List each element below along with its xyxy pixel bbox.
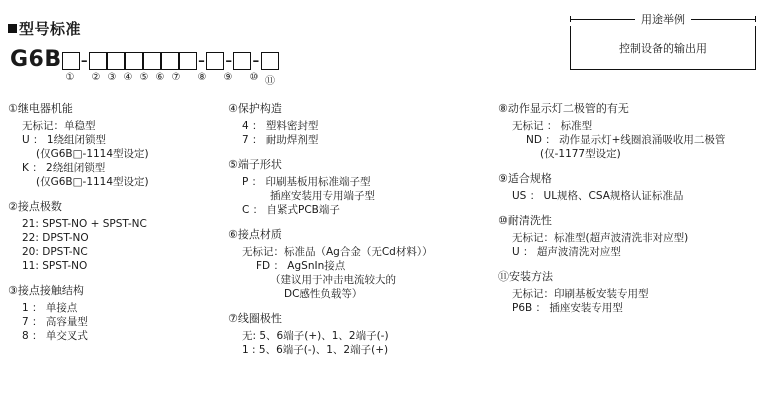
model-code-group-4 xyxy=(233,48,251,70)
spec-line: 1 : 5、6端子(-)、1、2端子(+) xyxy=(242,344,389,356)
spec-section-title: ⑪安装方法 xyxy=(498,270,553,283)
model-code-index: ⑦ xyxy=(171,72,181,83)
model-code-box xyxy=(161,52,179,70)
model-code-box xyxy=(125,52,143,70)
page-title xyxy=(8,18,81,39)
spec-line: 插座安装用专用端子型 xyxy=(270,190,375,202)
spec-section xyxy=(498,268,778,315)
spec-line: 21: SPST-NO + SPST-NC xyxy=(22,218,147,230)
model-code-index: ⑩ xyxy=(249,72,259,83)
model-code-group-2 xyxy=(89,48,197,70)
model-code-box xyxy=(62,52,80,70)
use-example-title: 用途举例 xyxy=(641,13,685,26)
model-code-index: ② xyxy=(91,72,101,83)
spec-column-1 xyxy=(8,100,218,352)
spec-line: 无标记：单稳型 xyxy=(22,120,96,132)
model-code-group-5 xyxy=(261,48,279,70)
spec-section-title: ⑥接点材质 xyxy=(228,228,282,241)
spec-line: （建议用于冲击电流较大的 xyxy=(270,274,396,286)
model-code-dash: - xyxy=(197,48,206,72)
spec-line: K ： 2绕组闭锁型 xyxy=(22,162,106,174)
spec-section xyxy=(228,310,488,357)
title-bullet-icon xyxy=(8,24,17,33)
spec-section xyxy=(498,100,778,161)
spec-line: US ： UL规格、CSA规格认证标准品 xyxy=(512,190,684,202)
use-example-body: 控制设备的输出用 xyxy=(570,26,756,70)
use-example-rule-left xyxy=(571,19,635,20)
spec-section xyxy=(228,156,488,217)
spec-line: 22: DPST-NO xyxy=(22,232,89,244)
spec-section-title: ②接点极数 xyxy=(8,200,62,213)
model-code-box xyxy=(107,52,125,70)
spec-line: 无标记：标准品（Ag合金（无Cd材料）） xyxy=(242,246,433,258)
model-code-box xyxy=(206,52,224,70)
model-code-prefix: G6B xyxy=(10,47,62,72)
spec-line: ND ： 动作显示灯+线圈浪涌吸收用二极管 xyxy=(526,134,726,146)
model-code-index: ⑨ xyxy=(223,72,233,83)
spec-section-title: ⑤端子形状 xyxy=(228,158,282,171)
spec-column-2 xyxy=(228,100,488,366)
spec-section-title: ①继电器机能 xyxy=(8,102,73,115)
spec-line: FD ： AgSnIn接点 xyxy=(256,260,346,272)
model-code-box xyxy=(261,52,279,70)
spec-line: P ： 印刷基板用标准端子型 xyxy=(242,176,371,188)
spec-line: (仅G6B□-1114型设定) xyxy=(36,148,149,160)
title-text: 型号标准 xyxy=(19,20,82,38)
spec-line: 20: DPST-NC xyxy=(22,246,88,258)
use-example-rule-right xyxy=(691,19,755,20)
spec-line: U ： 1绕组闭锁型 xyxy=(22,134,107,146)
spec-line: 7 ： 耐助焊剂型 xyxy=(242,134,319,146)
spec-line: 1 ： 单接点 xyxy=(22,302,78,314)
model-code-dash: - xyxy=(225,48,233,72)
spec-section-title: ⑩耐清洗性 xyxy=(498,214,552,227)
use-example-corner-right-icon xyxy=(755,16,756,22)
model-code-index: ⑪ xyxy=(265,76,275,87)
spec-line: 11: SPST-NO xyxy=(22,260,88,272)
spec-section xyxy=(8,198,218,273)
spec-section xyxy=(498,170,778,203)
model-code-dash: - xyxy=(252,48,260,72)
model-code-index-row xyxy=(10,72,278,87)
use-example-header xyxy=(570,12,756,26)
spec-line: U ： 超声波清洗对应型 xyxy=(512,246,621,258)
model-code-index: ④ xyxy=(123,72,133,83)
model-code-box xyxy=(89,52,107,70)
model-code-index: ⑧ xyxy=(197,72,207,83)
spec-section xyxy=(228,226,488,301)
model-code-index: ⑤ xyxy=(139,72,149,83)
model-code-group-1 xyxy=(62,48,80,70)
model-code-index: ① xyxy=(65,72,75,83)
spec-column-3 xyxy=(498,100,778,324)
spec-line: 无标记 ： 标准型 xyxy=(512,120,593,132)
spec-line: P6B ： 插座安装专用型 xyxy=(512,302,623,314)
spec-line: C ： 自紧式PCB端子 xyxy=(242,204,340,216)
spec-section xyxy=(8,282,218,343)
spec-section-title: ⑦线圈极性 xyxy=(228,312,282,325)
spec-line: (仅G6B□-1114型设定) xyxy=(36,176,149,188)
spec-section xyxy=(8,100,218,189)
model-code-dash: - xyxy=(80,48,88,72)
spec-section-title: ⑨适合规格 xyxy=(498,172,552,185)
spec-line: 无: 5、6端子(+)、1、2端子(-) xyxy=(242,330,389,342)
spec-section-title: ⑧动作显示灯二极管的有无 xyxy=(498,102,629,115)
model-code-diagram xyxy=(10,48,279,72)
spec-line: (仅-1177型设定) xyxy=(540,148,621,160)
model-code-box xyxy=(143,52,161,70)
model-code-index: ③ xyxy=(107,72,117,83)
spec-line: 7 ： 高容量型 xyxy=(22,316,88,328)
spec-line: 无标记：标准型(超声波清洗非对应型) xyxy=(512,232,689,244)
spec-line: DC感性负载等） xyxy=(284,288,363,300)
spec-section-title: ④保护构造 xyxy=(228,102,282,115)
use-example-block xyxy=(570,12,756,70)
model-code-index: ⑥ xyxy=(155,72,165,83)
spec-section xyxy=(228,100,488,147)
model-code-box xyxy=(179,52,197,70)
model-code-group-3 xyxy=(206,48,224,70)
spec-line: 4 ： 塑料密封型 xyxy=(242,120,319,132)
spec-line: 8 ： 单交叉式 xyxy=(22,330,88,342)
spec-section-title: ③接点接触结构 xyxy=(8,284,84,297)
spec-section xyxy=(498,212,778,259)
spec-line: 无标记：印刷基板安装专用型 xyxy=(512,288,649,300)
model-code-box xyxy=(233,52,251,70)
